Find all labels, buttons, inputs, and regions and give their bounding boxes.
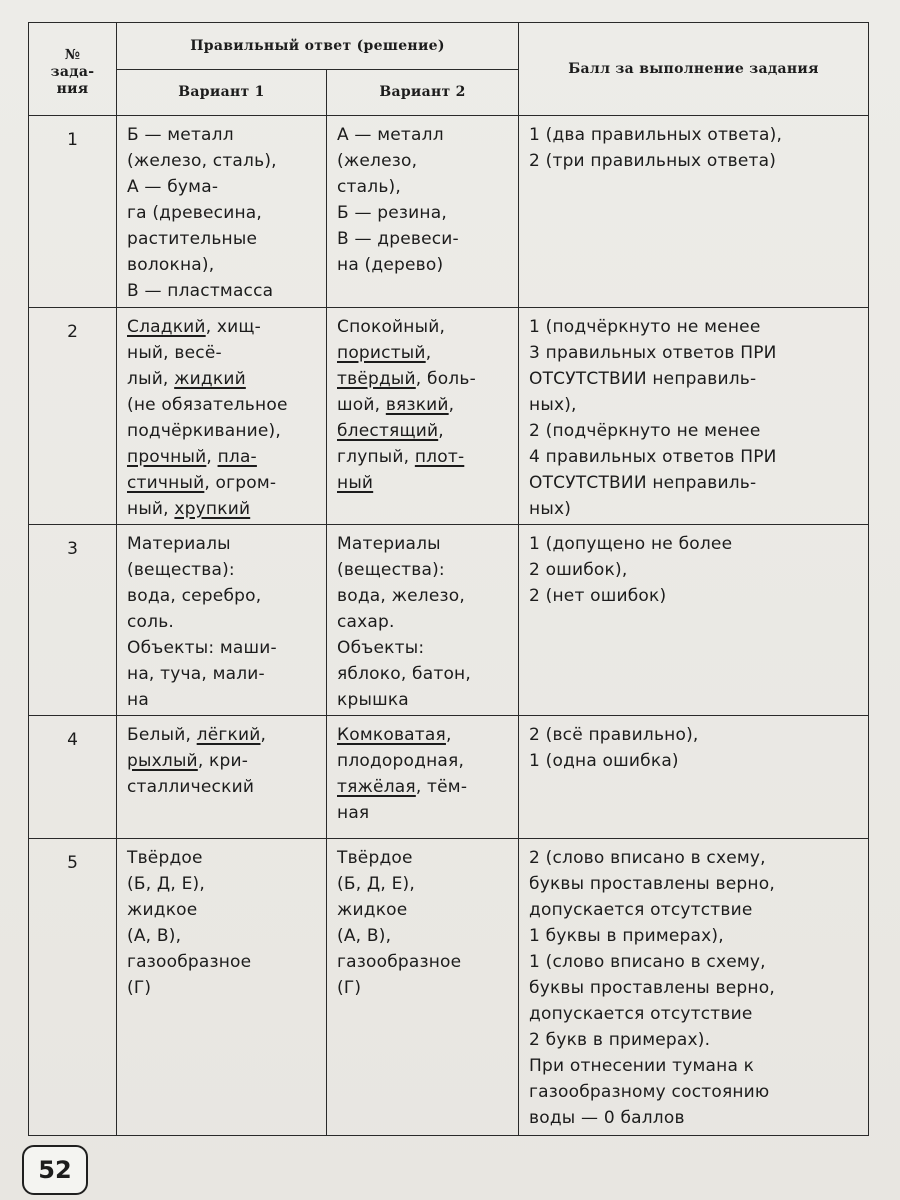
text-segment: (Г) (127, 978, 152, 998)
text-segment: жидкое (337, 900, 408, 920)
text-line (529, 418, 860, 444)
text-line (337, 774, 510, 800)
text-segment: на (127, 690, 149, 710)
variant-2-cell (327, 839, 519, 1136)
text-segment: допускается отсутствие (529, 1004, 753, 1024)
header-score: Балл за выполнение задания (519, 23, 869, 116)
text-line (127, 949, 318, 975)
text-line (529, 531, 860, 557)
text-segment: ОТСУТСТВИИ неправиль- (529, 473, 757, 493)
text-line (529, 923, 860, 949)
underlined-word: ный (337, 473, 374, 493)
text-segment: сталлический (127, 777, 255, 797)
text-segment: ных), (529, 395, 577, 415)
text-segment: крышка (337, 690, 409, 710)
text-line (337, 923, 510, 949)
text-segment: Материалы (337, 534, 441, 554)
text-segment: (Б, Д, Е), (127, 874, 205, 894)
text-segment: соль. (127, 612, 175, 632)
text-line (127, 122, 318, 148)
text-segment: В — древеси- (337, 229, 459, 249)
text-line (529, 1053, 860, 1079)
text-line (127, 687, 318, 713)
text-segment: лый, (127, 369, 175, 389)
text-segment: 1 (слово вписано в схему, (529, 952, 766, 972)
text-segment: буквы проставлены верно, (529, 978, 775, 998)
text-segment: , (438, 421, 444, 441)
text-line (127, 531, 318, 557)
text-segment: 1 (подчёркнуто не менее (529, 317, 761, 337)
text-line (127, 200, 318, 226)
text-line (127, 774, 318, 800)
text-segment: Твёрдое (337, 848, 413, 868)
text-line (529, 1001, 860, 1027)
text-line (337, 609, 510, 635)
text-line (337, 252, 510, 278)
text-line (127, 923, 318, 949)
text-line (127, 174, 318, 200)
text-segment: сталь), (337, 177, 401, 197)
variant-1-cell (117, 116, 327, 308)
text-line (529, 1105, 860, 1131)
text-line (529, 871, 860, 897)
text-segment: ных) (529, 499, 572, 519)
text-line (529, 722, 860, 748)
text-line (127, 557, 318, 583)
text-line (337, 366, 510, 392)
text-line (127, 897, 318, 923)
text-segment: Материалы (127, 534, 231, 554)
text-line (529, 148, 860, 174)
text-line (127, 748, 318, 774)
text-segment: 2 (слово вписано в схему, (529, 848, 766, 868)
text-line (337, 444, 510, 470)
text-line (337, 226, 510, 252)
variant-1-cell (117, 716, 327, 839)
variant-2-cell (327, 116, 519, 308)
text-line (337, 122, 510, 148)
text-segment: (Г) (337, 978, 362, 998)
header-num-line: зада- (50, 63, 95, 80)
text-segment: , (206, 447, 218, 467)
text-segment: вода, серебро, (127, 586, 262, 606)
score-cell (519, 525, 869, 716)
text-segment: , (425, 343, 432, 363)
text-line (127, 278, 318, 304)
text-line (337, 418, 510, 444)
text-segment: При отнесении тумана к (529, 1056, 755, 1076)
text-segment: газообразное (337, 952, 462, 972)
header-num-line: ния (56, 80, 89, 97)
text-segment: , боль- (415, 369, 476, 389)
text-segment: Объекты: маши- (127, 638, 277, 658)
text-line (127, 314, 318, 340)
text-line (337, 200, 510, 226)
text-line (127, 470, 318, 496)
answers-table (28, 22, 869, 1136)
text-segment: (железо, сталь), (127, 151, 277, 171)
underlined-word: Комковатая (337, 725, 446, 745)
text-segment: на (дерево) (337, 255, 444, 275)
text-line (337, 174, 510, 200)
text-segment: А — бума- (127, 177, 219, 197)
text-line (337, 687, 510, 713)
underlined-word: Сладкий (127, 317, 206, 337)
underlined-word: стичный (127, 473, 205, 493)
text-line (127, 635, 318, 661)
underlined-word: тяжёлая (337, 777, 416, 797)
task-number: 1 (29, 116, 117, 308)
score-cell (519, 308, 869, 525)
text-line (337, 148, 510, 174)
text-line (127, 722, 318, 748)
table-row (29, 116, 869, 308)
variant-2-cell (327, 525, 519, 716)
task-number: 3 (29, 525, 117, 716)
text-segment: 1 (одна ошибка) (529, 751, 679, 771)
text-segment: воды — 0 баллов (529, 1108, 685, 1128)
text-segment: на, туча, мали- (127, 664, 265, 684)
header-correct-answer: Правильный ответ (решение) (117, 23, 519, 70)
text-segment: 3 правильных ответов ПРИ (529, 343, 777, 363)
table-row (29, 716, 869, 839)
task-number: 2 (29, 308, 117, 525)
text-line (337, 949, 510, 975)
text-segment: подчёркивание), (127, 421, 281, 441)
text-segment: 2 (подчёркнуто не менее (529, 421, 761, 441)
text-line (337, 470, 510, 496)
text-line (529, 444, 860, 470)
text-segment: 2 ошибок), (529, 560, 628, 580)
text-line (127, 226, 318, 252)
text-segment: , (448, 395, 455, 415)
text-segment: газообразному состоянию (529, 1082, 770, 1102)
text-line (127, 871, 318, 897)
text-segment: Твёрдое (127, 848, 203, 868)
text-segment: , огром- (204, 473, 277, 493)
text-line (337, 314, 510, 340)
table-body (29, 116, 869, 1136)
text-segment: шой, (337, 395, 386, 415)
text-segment: , (445, 725, 452, 745)
text-segment: плодородная, (337, 751, 465, 771)
text-segment: , (260, 725, 267, 745)
text-line (529, 340, 860, 366)
underlined-word: вязкий (385, 395, 449, 415)
text-segment: Б — металл (127, 125, 234, 145)
underlined-word: прочный (127, 447, 207, 467)
header-variant-2: Вариант 2 (327, 70, 519, 116)
text-line (529, 1027, 860, 1053)
text-line (127, 418, 318, 444)
text-line (337, 392, 510, 418)
text-line (127, 252, 318, 278)
underlined-word: лёгкий (196, 725, 261, 745)
table-row (29, 525, 869, 716)
variant-1-cell (117, 525, 327, 716)
text-segment: Объекты: (337, 638, 425, 658)
text-line (337, 722, 510, 748)
text-segment: ный, весё- (127, 343, 222, 363)
text-line (127, 609, 318, 635)
text-line (127, 366, 318, 392)
header-variant-1: Вариант 1 (117, 70, 327, 116)
text-line (127, 444, 318, 470)
text-line (529, 470, 860, 496)
underlined-word: твёрдый (337, 369, 416, 389)
text-line (337, 661, 510, 687)
text-line (529, 122, 860, 148)
text-segment: (не обязательное (127, 395, 288, 415)
text-line (529, 366, 860, 392)
text-line (127, 148, 318, 174)
text-segment: А — металл (337, 125, 444, 145)
text-segment: (Б, Д, Е), (337, 874, 415, 894)
text-line (337, 340, 510, 366)
text-segment: (вещества): (337, 560, 445, 580)
text-line (529, 392, 860, 418)
variant-2-cell (327, 308, 519, 525)
text-segment: вода, железо, (337, 586, 465, 606)
text-segment: волокна), (127, 255, 215, 275)
text-segment: га (древесина, (127, 203, 262, 223)
text-line (127, 975, 318, 1001)
text-segment: ный, (127, 499, 175, 519)
text-segment: 1 буквы в примерах), (529, 926, 724, 946)
underlined-word: пористый (337, 343, 426, 363)
table-row (29, 308, 869, 525)
score-cell (519, 116, 869, 308)
text-line (529, 975, 860, 1001)
text-segment: (железо, (337, 151, 418, 171)
text-line (337, 531, 510, 557)
underlined-word: пла- (217, 447, 257, 467)
text-line (529, 748, 860, 774)
text-line (127, 392, 318, 418)
text-segment: ОТСУТСТВИИ неправиль- (529, 369, 757, 389)
text-line (337, 897, 510, 923)
text-segment: В — пластмасса (127, 281, 274, 301)
underlined-word: хрупкий (174, 499, 251, 519)
text-line (127, 661, 318, 687)
text-segment: (вещества): (127, 560, 235, 580)
page-number: 52 (22, 1145, 88, 1195)
text-line (529, 949, 860, 975)
text-segment: растительные (127, 229, 258, 249)
text-segment: Белый, (127, 725, 197, 745)
text-line (127, 340, 318, 366)
text-line (337, 583, 510, 609)
text-line (337, 871, 510, 897)
text-segment: допускается отсутствие (529, 900, 753, 920)
score-cell (519, 839, 869, 1136)
text-line (529, 557, 860, 583)
text-segment: (А, В), (337, 926, 392, 946)
text-line (337, 635, 510, 661)
text-segment: сахар. (337, 612, 395, 632)
underlined-word: плот- (414, 447, 465, 467)
text-segment: , кри- (197, 751, 249, 771)
text-line (529, 496, 860, 522)
text-line (127, 496, 318, 522)
variant-1-cell (117, 839, 327, 1136)
text-segment: , тём- (415, 777, 468, 797)
header-task-number (29, 23, 117, 116)
text-segment: 2 букв в примерах). (529, 1030, 711, 1050)
header-num-line: № (64, 46, 81, 63)
underlined-word: рыхлый (127, 751, 198, 771)
text-segment: буквы проставлены верно, (529, 874, 775, 894)
text-segment: (А, В), (127, 926, 182, 946)
text-segment: 4 правильных ответов ПРИ (529, 447, 777, 467)
text-segment: жидкое (127, 900, 198, 920)
text-line (337, 748, 510, 774)
text-line (337, 557, 510, 583)
text-line (529, 845, 860, 871)
text-segment: 2 (всё правильно), (529, 725, 699, 745)
text-line (529, 897, 860, 923)
text-segment: Б — резина, (337, 203, 447, 223)
text-segment: яблоко, батон, (337, 664, 471, 684)
text-line (337, 800, 510, 826)
score-cell (519, 716, 869, 839)
text-segment: газообразное (127, 952, 252, 972)
task-number: 4 (29, 716, 117, 839)
text-segment: 2 (нет ошибок) (529, 586, 667, 606)
underlined-word: жидкий (174, 369, 246, 389)
variant-1-cell (117, 308, 327, 525)
text-line (529, 1079, 860, 1105)
text-segment: 1 (два правильных ответа), (529, 125, 783, 145)
text-segment: 2 (три правильных ответа) (529, 151, 777, 171)
text-line (529, 583, 860, 609)
text-segment: Спокойный, (337, 317, 446, 337)
text-line (337, 975, 510, 1001)
text-segment: ная (337, 803, 370, 823)
underlined-word: блестящий (337, 421, 439, 441)
text-line (337, 845, 510, 871)
variant-2-cell (327, 716, 519, 839)
task-number: 5 (29, 839, 117, 1136)
text-segment: , хищ- (205, 317, 261, 337)
text-segment: 1 (допущено не более (529, 534, 733, 554)
text-line (529, 314, 860, 340)
table-row (29, 839, 869, 1136)
text-line (127, 845, 318, 871)
text-line (127, 583, 318, 609)
text-segment: глупый, (337, 447, 415, 467)
